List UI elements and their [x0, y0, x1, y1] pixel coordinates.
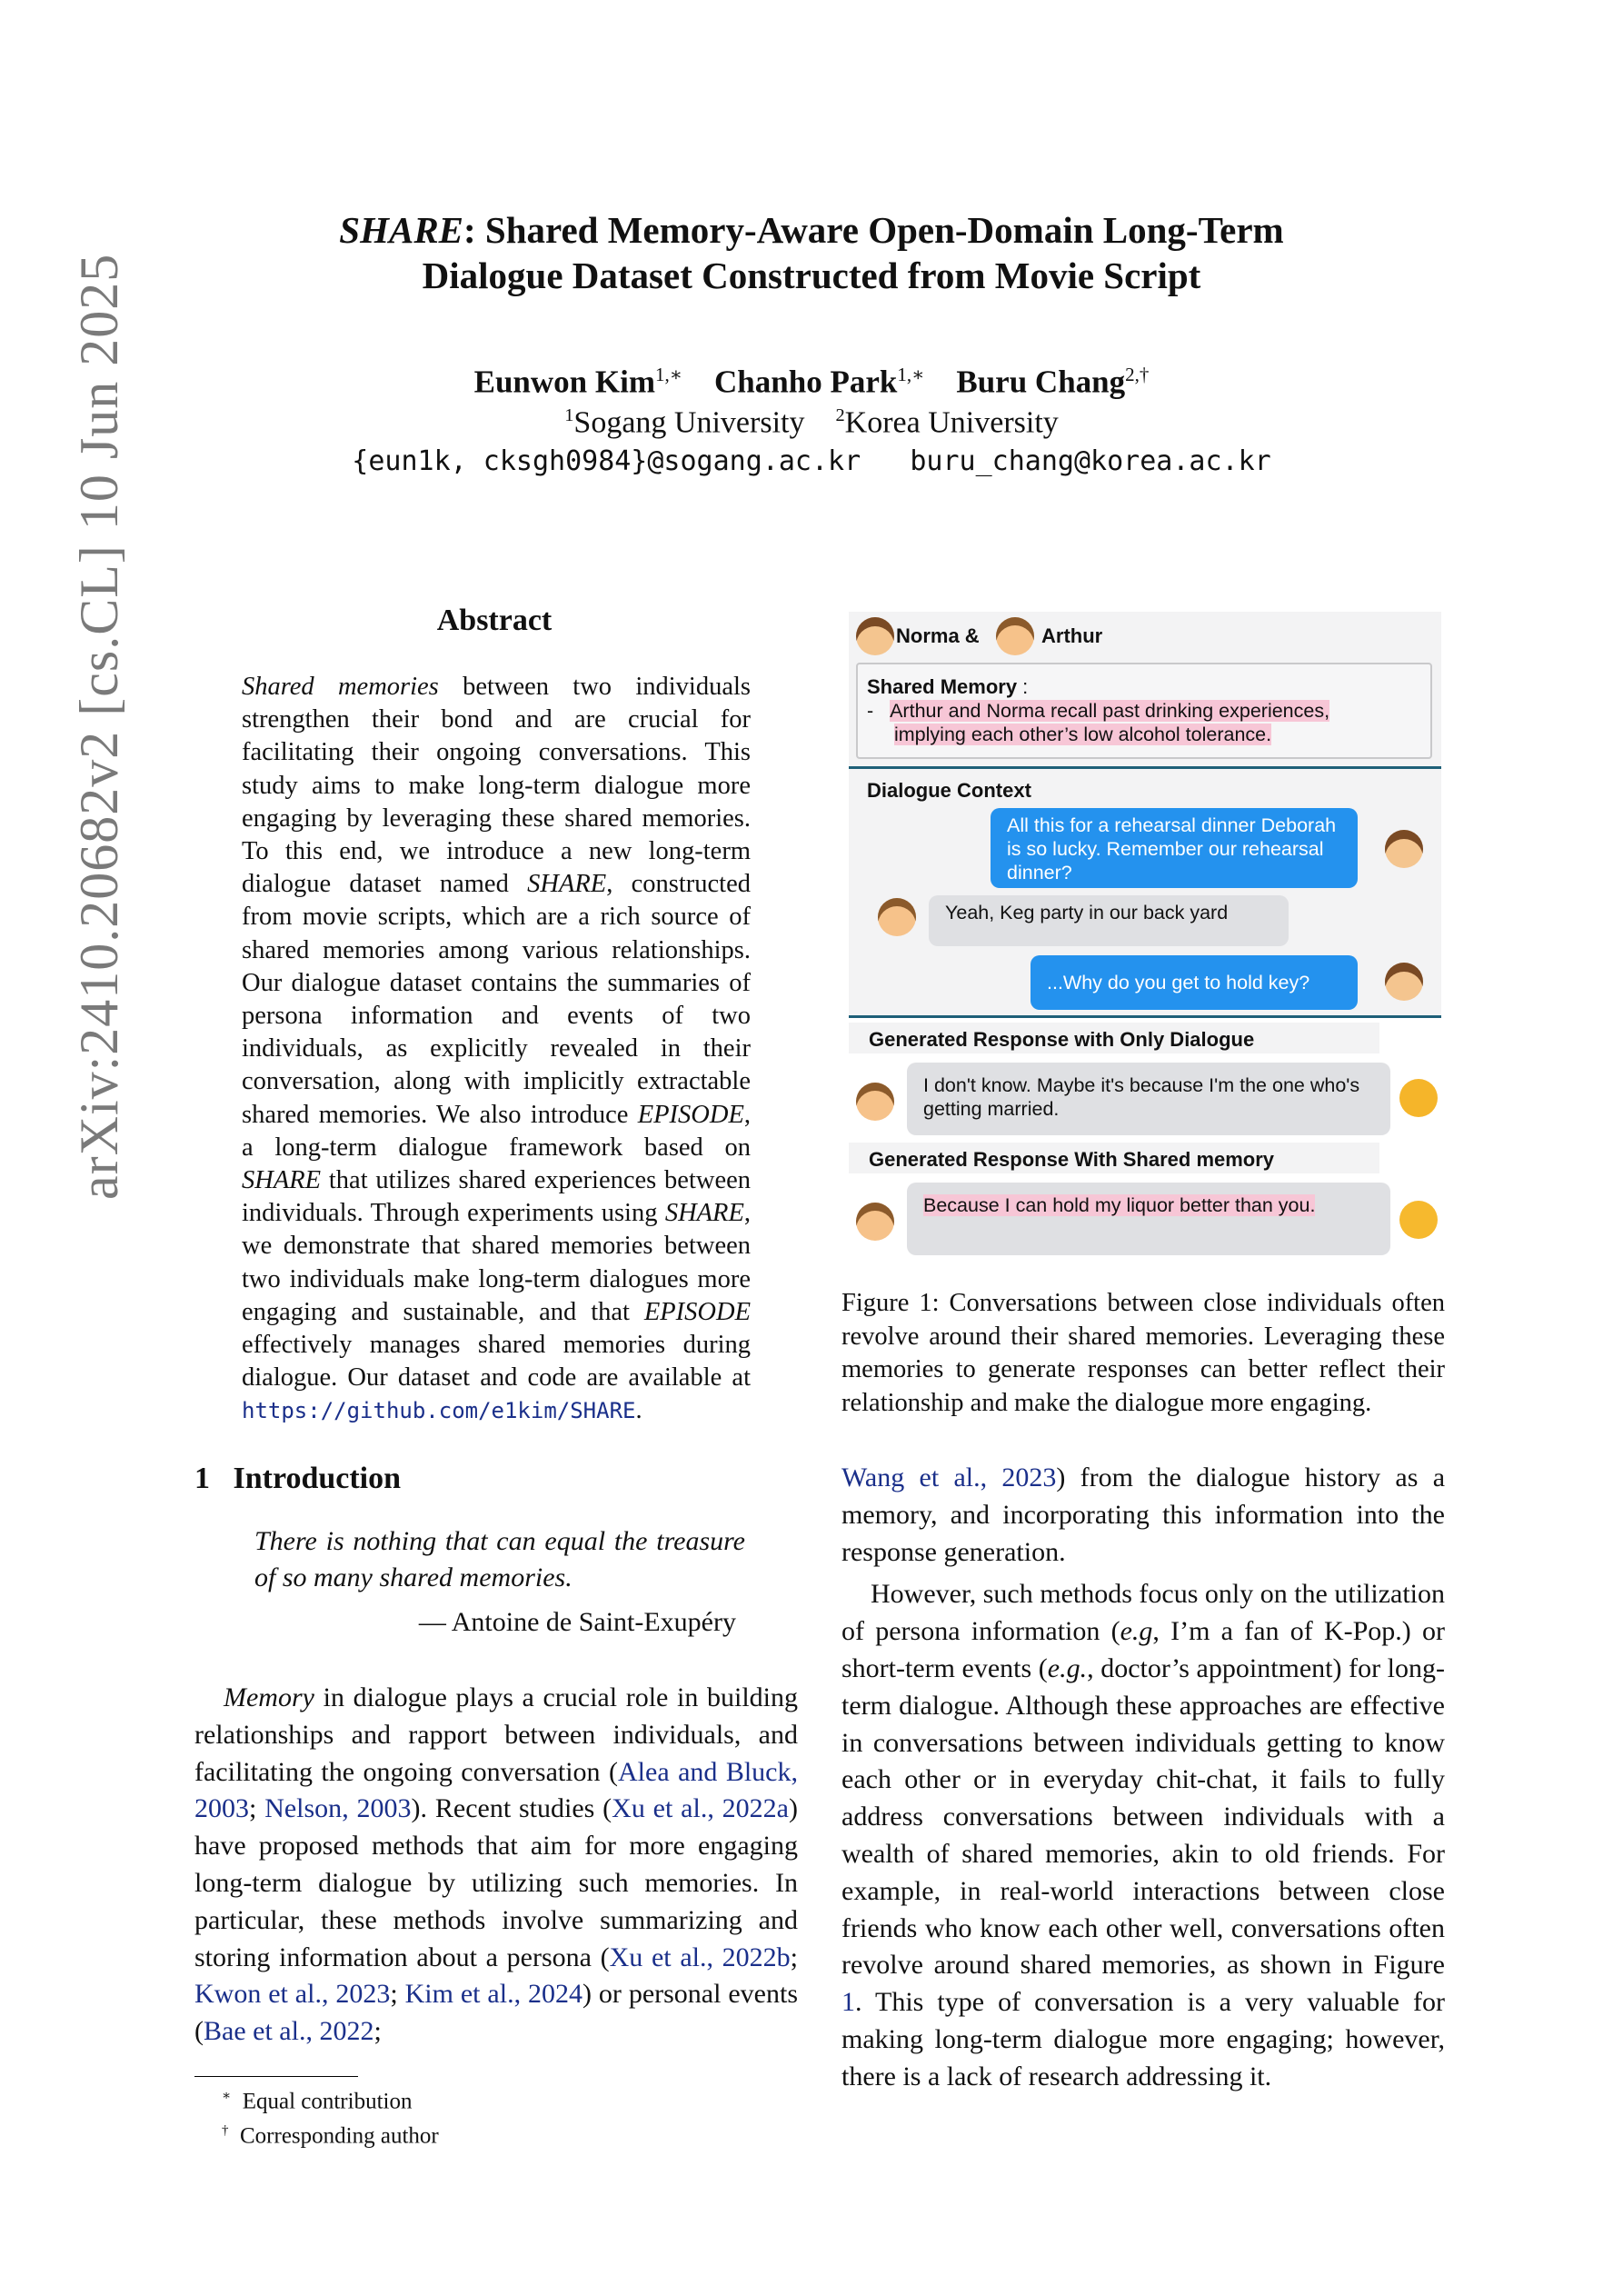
- abstract-body: [242, 671, 751, 1428]
- body-text: ). Recent studies (: [411, 1793, 612, 1824]
- body-text: , I’m a fan of K-Pop.) or short-term events (: [841, 1616, 1446, 1683]
- body-text: ) from the dialogue history as a memory, and incorporating this information into the response generation.: [841, 1462, 1446, 1567]
- author-name: Buru Chang: [956, 364, 1126, 400]
- abstract-text: SHARE: [527, 870, 607, 899]
- girl-emoji-icon: [1385, 830, 1423, 868]
- affiliation: Korea University: [844, 405, 1059, 440]
- boy-emoji-icon: [856, 1083, 894, 1121]
- intro-paragraph: Memory in dialogue plays a crucial role in building relationships and rapport between individuals, and facilitating the ongoing conversation (Alea and Bluck, 2003; Nelson, 2003). Recent studies (Xu et al., 2022a) have proposed methods that aim for more engaging long-term dialogue by utilizing such memories. In particular, these methods involve summarizing and storing information about a persona (Xu et al., 2022b; Kwon et al., 2023; Kim et al., 2024) or personal events (Bae et al., 2022;: [194, 1682, 799, 2047]
- citation-link[interactable]: Xu et al., 2022a: [612, 1793, 789, 1824]
- body-text: e.g.: [1047, 1652, 1088, 1683]
- shared-memory-title: Shared Memory :: [867, 675, 1029, 698]
- message-bubble-norma: ...Why do you get to hold key?: [1031, 955, 1358, 1010]
- title-share: SHARE: [339, 209, 464, 251]
- body-text: ) or personal events (: [194, 1979, 799, 2047]
- abstract-text: Shared memories: [242, 673, 439, 701]
- gen-only-title: Generated Response with Only Dialogue: [869, 1028, 1255, 1051]
- boy-emoji-icon: [878, 898, 916, 936]
- abstract-text: that utilizes shared experiences between individuals. Through experiments using: [242, 1166, 751, 1228]
- abstract-text: , constructed from movie scripts, which are a rich source of shared memories among various relationships. Our dialogue dataset contains the summaries of persona information and events of two individuals, as explicitly revealed in their conversation, along with implicitly extractable shared memories. We also introduce: [242, 870, 751, 1129]
- affiliations: [182, 405, 1441, 440]
- header-name-arthur: Arthur: [1041, 624, 1103, 647]
- author-sup: 2,†: [1125, 364, 1150, 385]
- generated-response-shared-memory: Because I can hold my liquor better than you.: [907, 1183, 1390, 1255]
- title-line1: : Shared Memory-Aware Open-Domain Long-Term: [463, 209, 1284, 251]
- boy-emoji-icon: [996, 617, 1034, 655]
- body-text: However, such methods focus only on the utilization of persona information (: [841, 1579, 1446, 1647]
- abstract-text: , a long-term dialogue framework based on: [242, 1100, 751, 1162]
- body-text: . This type of conversation is a very valuable for making long-term dialogue more engaging; however, there is a lack of research addressing it.: [841, 1987, 1445, 2091]
- figure-ref-link[interactable]: 1: [841, 1987, 855, 2018]
- author-name: Chanho Park: [714, 364, 898, 400]
- body-text: in dialogue plays a crucial role in building relationships and rapport between individuals, and facilitating the ongoing conversation (: [194, 1682, 798, 1787]
- epigraph-author: — Antoine de Saint-Exupéry: [418, 1607, 736, 1637]
- abstract-text: EPISODE: [643, 1297, 751, 1326]
- github-link[interactable]: https://github.com/e1kim/SHARE: [242, 1398, 636, 1424]
- boy-emoji-icon: [856, 1203, 894, 1241]
- footnote-rule: [194, 2076, 358, 2077]
- footnotes: [222, 2081, 439, 2151]
- abstract-text: EPISODE: [637, 1100, 744, 1129]
- separator: [849, 766, 1441, 769]
- message-bubble-norma: All this for a rehearsal dinner Deborah is so lucky. Remember our rehearsal dinner?: [991, 808, 1358, 888]
- citation-link[interactable]: Nelson, 2003: [264, 1793, 412, 1824]
- arxiv-identifier: arXiv:2410.20682v2 [cs.CL] 10 Jun 2025: [69, 253, 129, 1200]
- girl-emoji-icon: [1385, 963, 1423, 1001]
- author-name: Eunwon Kim: [473, 364, 655, 400]
- figure-1: [849, 612, 1441, 1268]
- section-heading-introduction: [194, 1462, 401, 1496]
- message-bubble-arthur: Yeah, Keg party in our back yard: [929, 895, 1289, 946]
- abstract-text: , we demonstrate that shared memories between two individuals make long-term dialogues more engaging and sustainable, and that: [242, 1199, 751, 1326]
- author-emails: {eun1k, cksgh0984}@sogang.ac.kr buru_chang@korea.ac.kr: [352, 445, 1271, 477]
- body-text: , doctor’s appointment) for long-term dialogue. Although these approaches are effective in conversations between individuals getting to know each other or in everyday chit-chat, it fails to fully address conversations between individuals with a wealth of shared memories, akin to old friends. For example, in real-world interactions between close friends who know each other well, conversations often revolve around shared memories, as shown in Figure: [841, 1652, 1445, 1981]
- thinking-face-icon: [1399, 1079, 1438, 1117]
- paper-title: [182, 207, 1441, 298]
- right-column-body: [841, 1460, 1445, 2096]
- separator: [849, 1015, 1441, 1018]
- abstract-text: SHARE: [664, 1199, 744, 1228]
- epigraph-quote: There is nothing that can equal the treasure of so many shared memories.: [254, 1526, 745, 1592]
- section-title: Introduction: [233, 1462, 402, 1495]
- affiliation: Sogang University: [573, 405, 805, 440]
- citation-link[interactable]: Alea and Bluck, 2003: [194, 1756, 799, 1824]
- header-name-norma: Norma &: [896, 624, 980, 647]
- body-text: ;: [373, 2016, 382, 2047]
- abstract-text: SHARE: [242, 1166, 322, 1195]
- rofl-face-icon: [1399, 1201, 1438, 1239]
- citation-link[interactable]: Wang et al., 2023: [841, 1462, 1057, 1492]
- generated-response-only-dialogue: I don't know. Maybe it's because I'm the one who's getting married.: [907, 1063, 1390, 1135]
- citation-link[interactable]: Kim et al., 2024: [404, 1979, 583, 2010]
- body-text: e.g: [1120, 1616, 1153, 1647]
- abstract-text: .: [635, 1396, 642, 1425]
- citation-link[interactable]: Kwon et al., 2023: [194, 1979, 391, 2010]
- girl-emoji-icon: [856, 617, 894, 655]
- author-sup: 1,∗: [654, 364, 683, 385]
- citation-link[interactable]: Bae et al., 2022: [204, 2016, 374, 2047]
- shared-memory-text: - Arthur and Norma recall past drinking experiences, implying each other’s low alcohol tolerance.: [867, 700, 1330, 745]
- figure-caption: Figure 1: Conversations between close individuals often revolve around their shared memories. Leveraging these memories to generate responses can better reflect their relationship and make the dialogue more engaging.: [841, 1289, 1445, 1417]
- author-sup: 1,∗: [897, 364, 925, 385]
- gen-shared-title: Generated Response With Shared memory: [869, 1148, 1275, 1171]
- footnote: † Corresponding author: [222, 2123, 439, 2149]
- body-text: ) have proposed methods that aim for more engaging long-term dialogue by utilizing such memories. In particular, these methods involve summarizing and storing information about a persona (: [194, 1793, 798, 1972]
- title-line2: Dialogue Dataset Constructed from Movie Script: [422, 255, 1201, 296]
- author-list: [182, 364, 1441, 401]
- body-text: Memory: [224, 1682, 314, 1712]
- abstract-text: effectively manages shared memories during dialogue. Our dataset and code are available at: [242, 1331, 751, 1393]
- section-number: 1: [194, 1462, 210, 1495]
- footnote: ∗ Equal contribution: [222, 2089, 413, 2114]
- affil-sup: 1: [564, 405, 574, 425]
- citation-link[interactable]: Xu et al., 2022b: [609, 1942, 791, 1972]
- affil-sup: 2: [835, 405, 845, 425]
- abstract-text: between two individuals strengthen their bond and are crucial for facilitating their ongoing conversations. This study aims to make long-term dialogue more engaging by leveraging these shared memories. To this end, we introduce a new long-term dialogue dataset named: [242, 673, 751, 899]
- dialogue-context-title: Dialogue Context: [867, 779, 1031, 802]
- abstract-heading: Abstract: [436, 604, 553, 637]
